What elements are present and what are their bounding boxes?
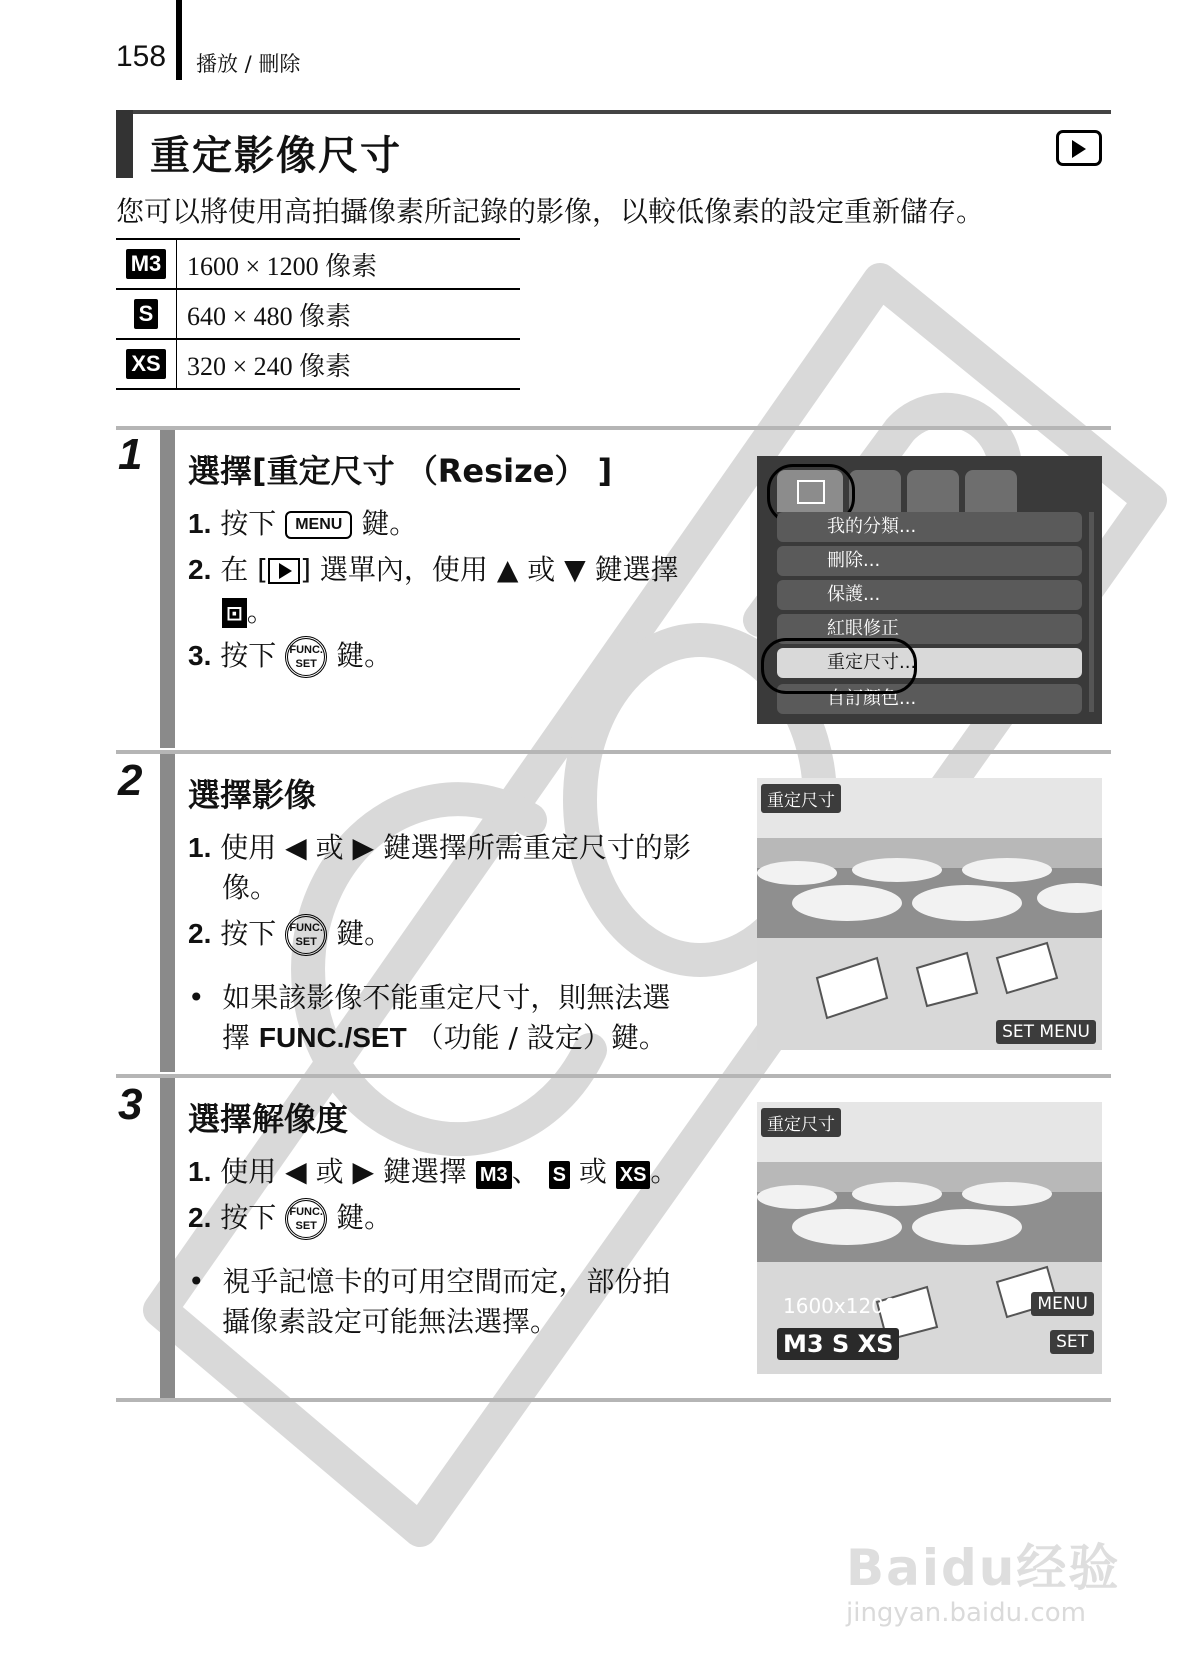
m3-icon: M3 bbox=[476, 1161, 512, 1189]
func-set-icon: FUNC. SET bbox=[285, 636, 327, 678]
screen-controls: SET MENU bbox=[996, 1020, 1096, 1044]
menu-item: 保護... bbox=[777, 580, 1082, 610]
step-line bbox=[188, 912, 392, 956]
line-number: 3. bbox=[188, 640, 212, 671]
line-text: 按下 bbox=[220, 639, 277, 672]
tab-print bbox=[849, 470, 901, 512]
tab-settings bbox=[907, 470, 959, 512]
step-bar bbox=[160, 430, 175, 748]
line-text: 使用 ◀ 或 ▶ 鍵選擇 bbox=[220, 1155, 467, 1188]
line-number: 2. bbox=[188, 554, 212, 585]
step-divider bbox=[116, 750, 1111, 754]
step-divider bbox=[116, 426, 1111, 430]
line-number: 1. bbox=[188, 832, 212, 863]
step-bar bbox=[160, 1078, 175, 1398]
table-row bbox=[116, 239, 520, 289]
menu-item-selected: 重定尺寸... bbox=[777, 648, 1082, 678]
note-text: 攝像素設定可能無法選擇。 bbox=[222, 1305, 559, 1338]
step-bar bbox=[160, 754, 175, 1072]
line-text: 使用 ◀ 或 ▶ 鍵選擇所需重定尺寸的影 bbox=[220, 831, 691, 864]
step-line bbox=[222, 590, 275, 630]
line-number: 2. bbox=[188, 1202, 212, 1233]
screen-label: 重定尺寸 bbox=[761, 1108, 841, 1137]
resolution-options: M3 S XS bbox=[777, 1328, 899, 1360]
line-text: 。 bbox=[246, 595, 275, 628]
func-set-icon: FUNC. SET bbox=[285, 914, 327, 956]
step-title: 選擇[重定尺寸 （Resize） ] bbox=[188, 452, 613, 490]
table-row bbox=[116, 339, 520, 389]
step-number: 2 bbox=[118, 756, 143, 805]
step-line bbox=[188, 548, 679, 588]
s-icon: S bbox=[134, 299, 159, 329]
menu-item: 自訂顏色... bbox=[777, 684, 1082, 714]
screen-label: 重定尺寸 bbox=[761, 784, 841, 813]
menu-item: 刪除... bbox=[777, 546, 1082, 576]
menu-item: 我的分類... bbox=[777, 512, 1082, 542]
beach-photo bbox=[757, 778, 1102, 1050]
resize-icon: ⊡ bbox=[222, 598, 247, 628]
step-line: 1. 使用 ◀ 或 ▶ 鍵選擇 M3 、 S 或 XS 。 bbox=[188, 1155, 679, 1188]
line-text: 在 [ bbox=[220, 553, 269, 586]
note-bullet: • 視乎記憶卡的可用空間而定，部份拍 攝像素設定可能無法選擇。 bbox=[188, 1265, 671, 1338]
line-number: 1. bbox=[188, 508, 212, 539]
note-text: 視乎記憶卡的可用空間而定，部份拍 bbox=[222, 1265, 671, 1298]
note-bullet: • 如果該影像不能重定尺寸，則無法選 擇 FUNC./SET （功能 / 設定）鍵。 bbox=[188, 981, 671, 1054]
page-number: 158 bbox=[116, 40, 167, 73]
step-divider bbox=[116, 1074, 1111, 1078]
line-text: 鍵。 bbox=[336, 1201, 393, 1234]
resolution-value: 640 × 480 像素 bbox=[177, 289, 521, 339]
m3-icon: M3 bbox=[126, 249, 167, 279]
step-number: 3 bbox=[118, 1080, 143, 1129]
section-label: 播放 / 刪除 bbox=[196, 52, 301, 76]
menu-key-icon: MENU bbox=[1031, 1292, 1094, 1316]
resolution-value: 1600 × 1200 像素 bbox=[177, 239, 521, 289]
page-title: 重定影像尺寸 bbox=[150, 133, 402, 179]
step-line bbox=[188, 502, 417, 542]
xs-icon: XS bbox=[126, 349, 165, 379]
baidu-logo: Baidu经验 bbox=[846, 1539, 1121, 1597]
resolution-value: 320 × 240 像素 bbox=[177, 339, 521, 389]
line-number: 2. bbox=[188, 918, 212, 949]
line-text: 鍵。 bbox=[361, 507, 418, 540]
func-set-icon: FUNC. SET bbox=[285, 1198, 327, 1240]
step-divider bbox=[116, 1398, 1111, 1402]
camera-photo-screen bbox=[757, 1102, 1102, 1374]
s-icon: S bbox=[549, 1161, 570, 1189]
menu-item: 紅眼修正 bbox=[777, 614, 1082, 644]
resolution-table bbox=[116, 238, 520, 390]
set-key-icon: SET bbox=[1050, 1330, 1094, 1354]
line-text: 按下 bbox=[220, 507, 277, 540]
play-icon bbox=[268, 558, 300, 584]
line-text: 鍵。 bbox=[336, 639, 393, 672]
line-text: 按下 bbox=[220, 917, 277, 950]
camera-photo-screen bbox=[757, 778, 1102, 1050]
line-text: 按下 bbox=[220, 1201, 277, 1234]
step-line bbox=[188, 826, 691, 866]
title-rule bbox=[116, 110, 1111, 114]
baidu-url: jingyan.baidu.com bbox=[846, 1598, 1086, 1628]
xs-icon: XS bbox=[616, 1161, 651, 1189]
line-text: ] 選單內，使用 ▲ 或 ▼ 鍵選擇 bbox=[300, 553, 679, 586]
resolution-readout: 1600x1200 bbox=[783, 1294, 897, 1318]
step-line bbox=[188, 1196, 392, 1240]
camera-menu-screen bbox=[757, 456, 1102, 724]
menu-key-icon: MENU bbox=[285, 511, 352, 539]
step-title: 選擇解像度 bbox=[188, 1100, 349, 1138]
intro-text: 您可以將使用高拍攝像素所記錄的影像，以較低像素的設定重新儲存。 bbox=[116, 195, 985, 228]
line-text: 鍵。 bbox=[336, 917, 393, 950]
header-divider bbox=[176, 0, 182, 80]
step-line: 像。 bbox=[222, 871, 279, 904]
step-line bbox=[188, 634, 392, 678]
tab-my-menu bbox=[965, 470, 1017, 512]
play-icon bbox=[1072, 140, 1086, 158]
step-title: 選擇影像 bbox=[188, 776, 317, 814]
step-number: 1 bbox=[118, 430, 143, 479]
line-number: 1. bbox=[188, 1156, 212, 1187]
table-row bbox=[116, 289, 520, 339]
title-marker bbox=[116, 110, 133, 178]
note-text: 如果該影像不能重定尺寸，則無法選 bbox=[222, 981, 671, 1014]
